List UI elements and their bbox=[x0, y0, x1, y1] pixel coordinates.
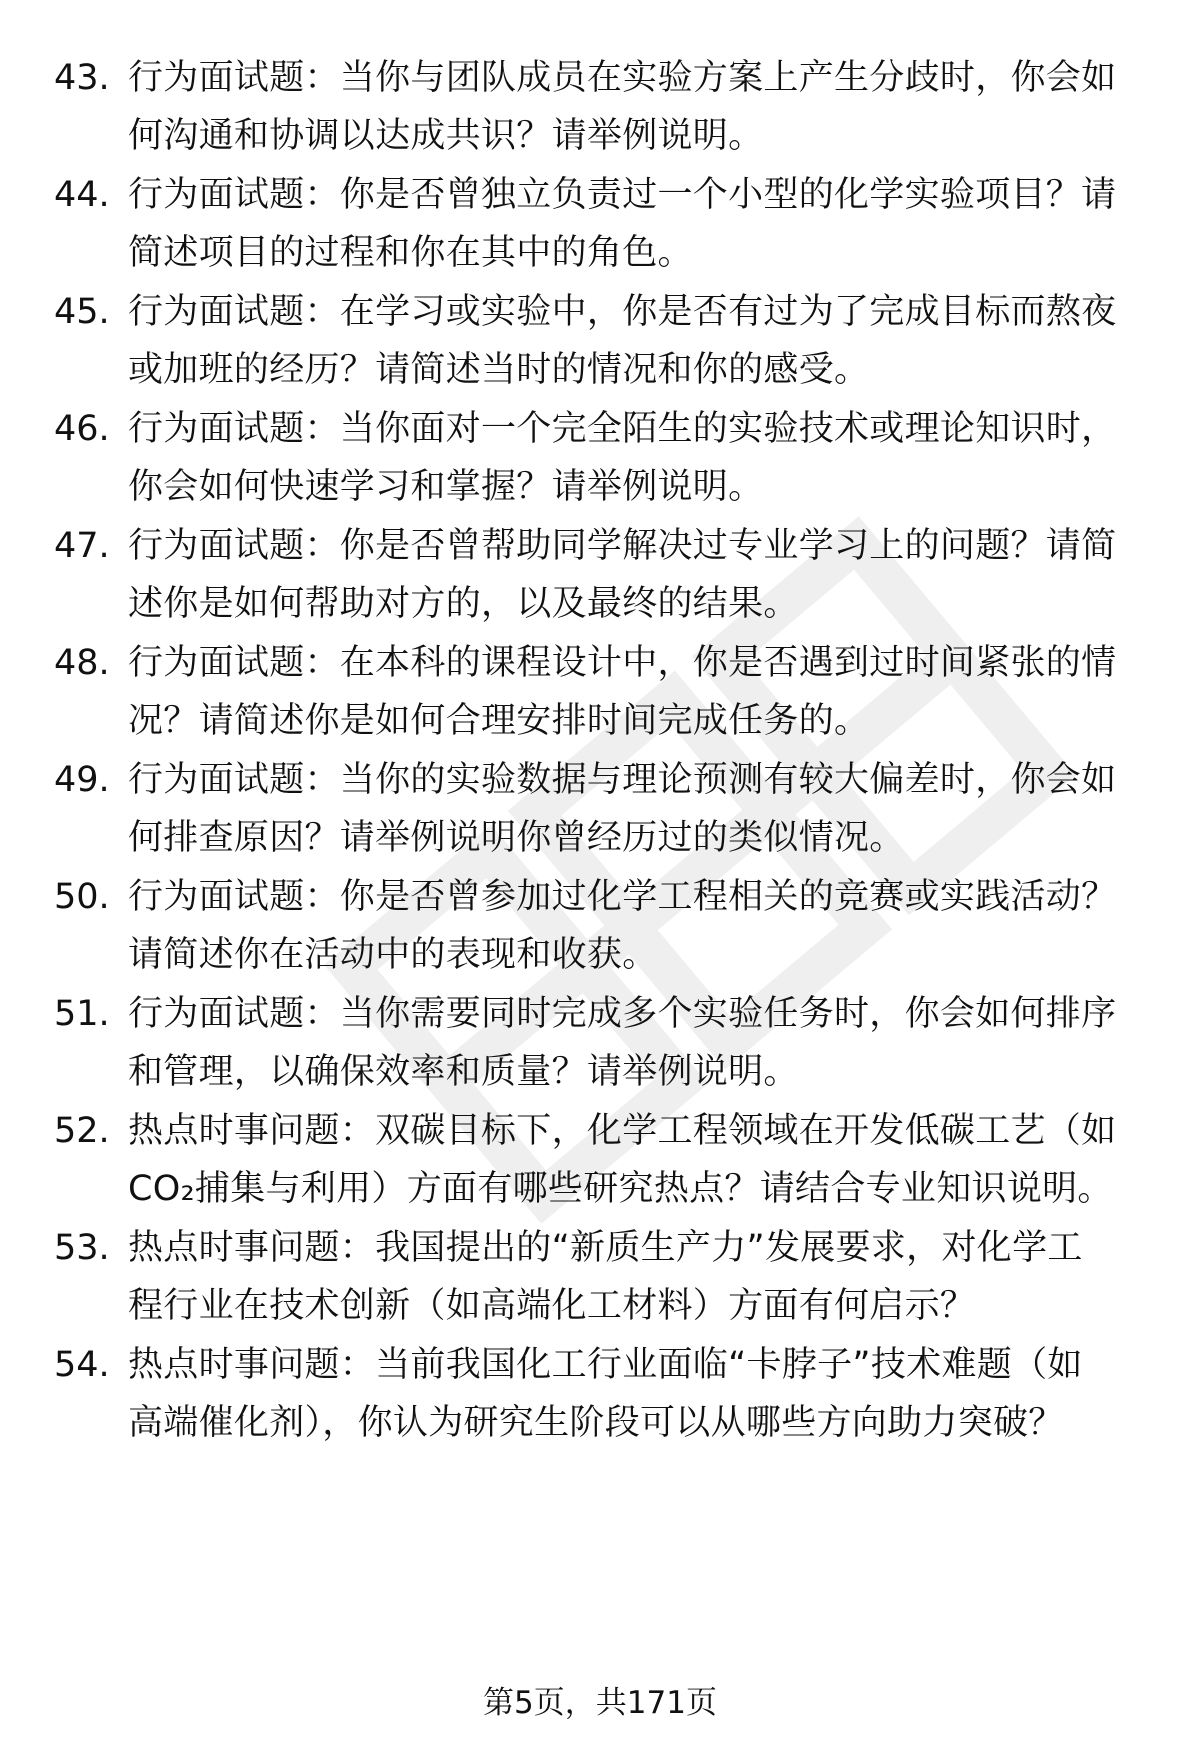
question-text-line-2: 你会如何快速学习和掌握？请举例说明。 bbox=[128, 467, 764, 507]
question-text-line-2: 述你是如何帮助对方的，以及最终的结果。 bbox=[128, 584, 799, 624]
question-item bbox=[54, 638, 1154, 748]
question-text-line-2: 何排查原因？请举例说明你曾经历过的类似情况。 bbox=[128, 818, 905, 858]
question-item bbox=[54, 287, 1154, 397]
question-text-line-1: 行为面试题：你是否曾参加过化学工程相关的竞赛或实践活动？ bbox=[128, 877, 1117, 917]
question-text-line-2: 和管理，以确保效率和质量？请举例说明。 bbox=[128, 1052, 799, 1092]
question-number: 47. bbox=[54, 526, 110, 566]
question-number: 54. bbox=[54, 1345, 110, 1385]
question-item bbox=[54, 521, 1154, 631]
question-item bbox=[54, 1106, 1154, 1216]
question-text-line-1: 热点时事问题：双碳目标下，化学工程领域在开发低碳工艺（如 bbox=[128, 1111, 1117, 1151]
question-text-line-1: 行为面试题：当你需要同时完成多个实验任务时，你会如何排序 bbox=[128, 994, 1117, 1034]
question-number: 44. bbox=[54, 175, 110, 215]
question-text-line-1: 热点时事问题：我国提出的“新质生产力”发展要求，对化学工 bbox=[128, 1228, 1083, 1268]
question-text-line-1: 行为面试题：你是否曾帮助同学解决过专业学习上的问题？请简 bbox=[128, 526, 1117, 566]
question-text-line-1: 行为面试题：当你的实验数据与理论预测有较大偏差时，你会如 bbox=[128, 760, 1117, 800]
question-text-line-2: 或加班的经历？请简述当时的情况和你的感受。 bbox=[128, 350, 870, 390]
question-item bbox=[54, 989, 1154, 1099]
question-text-line-1: 行为面试题：当你与团队成员在实验方案上产生分歧时，你会如 bbox=[128, 58, 1117, 98]
question-text-line-2: 简述项目的过程和你在其中的角色。 bbox=[128, 233, 693, 273]
question-text-line-1: 行为面试题：你是否曾独立负责过一个小型的化学实验项目？请 bbox=[128, 175, 1117, 215]
question-text-line-2: CO₂捕集与利用）方面有哪些研究热点？请结合专业知识说明。 bbox=[128, 1169, 1113, 1209]
question-number: 49. bbox=[54, 760, 110, 800]
question-number: 45. bbox=[54, 292, 110, 332]
question-item bbox=[54, 404, 1154, 514]
question-text-line-1: 行为面试题：当你面对一个完全陌生的实验技术或理论知识时， bbox=[128, 409, 1117, 449]
question-number: 48. bbox=[54, 643, 110, 683]
question-number: 52. bbox=[54, 1111, 110, 1151]
question-text-line-1: 行为面试题：在本科的课程设计中，你是否遇到过时间紧张的情 bbox=[128, 643, 1117, 683]
question-text-line-2: 何沟通和协调以达成共识？请举例说明。 bbox=[128, 116, 764, 156]
question-number: 43. bbox=[54, 58, 110, 98]
question-text-line-2: 请简述你在活动中的表现和收获。 bbox=[128, 935, 658, 975]
question-item bbox=[54, 53, 1154, 163]
question-text-line-1: 行为面试题：在学习或实验中，你是否有过为了完成目标而熬夜 bbox=[128, 292, 1117, 332]
question-number: 50. bbox=[54, 877, 110, 917]
question-item bbox=[54, 170, 1154, 280]
question-item bbox=[54, 1340, 1154, 1450]
question-item bbox=[54, 755, 1154, 865]
question-text-line-2: 程行业在技术创新（如高端化工材料）方面有何启示？ bbox=[128, 1286, 976, 1326]
question-text-line-2: 高端催化剂），你认为研究生阶段可以从哪些方向助力突破？ bbox=[128, 1403, 1064, 1443]
question-item bbox=[54, 872, 1154, 982]
question-text-line-2: 况？请简述你是如何合理安排时间完成任务的。 bbox=[128, 701, 870, 741]
question-number: 46. bbox=[54, 409, 110, 449]
question-number: 53. bbox=[54, 1228, 110, 1268]
page-number-footer: 第5页，共171页 bbox=[483, 1685, 717, 1721]
question-number: 51. bbox=[54, 994, 110, 1034]
question-item bbox=[54, 1223, 1154, 1333]
question-text-line-1: 热点时事问题：当前我国化工行业面临“卡脖子”技术难题（如 bbox=[128, 1345, 1083, 1385]
